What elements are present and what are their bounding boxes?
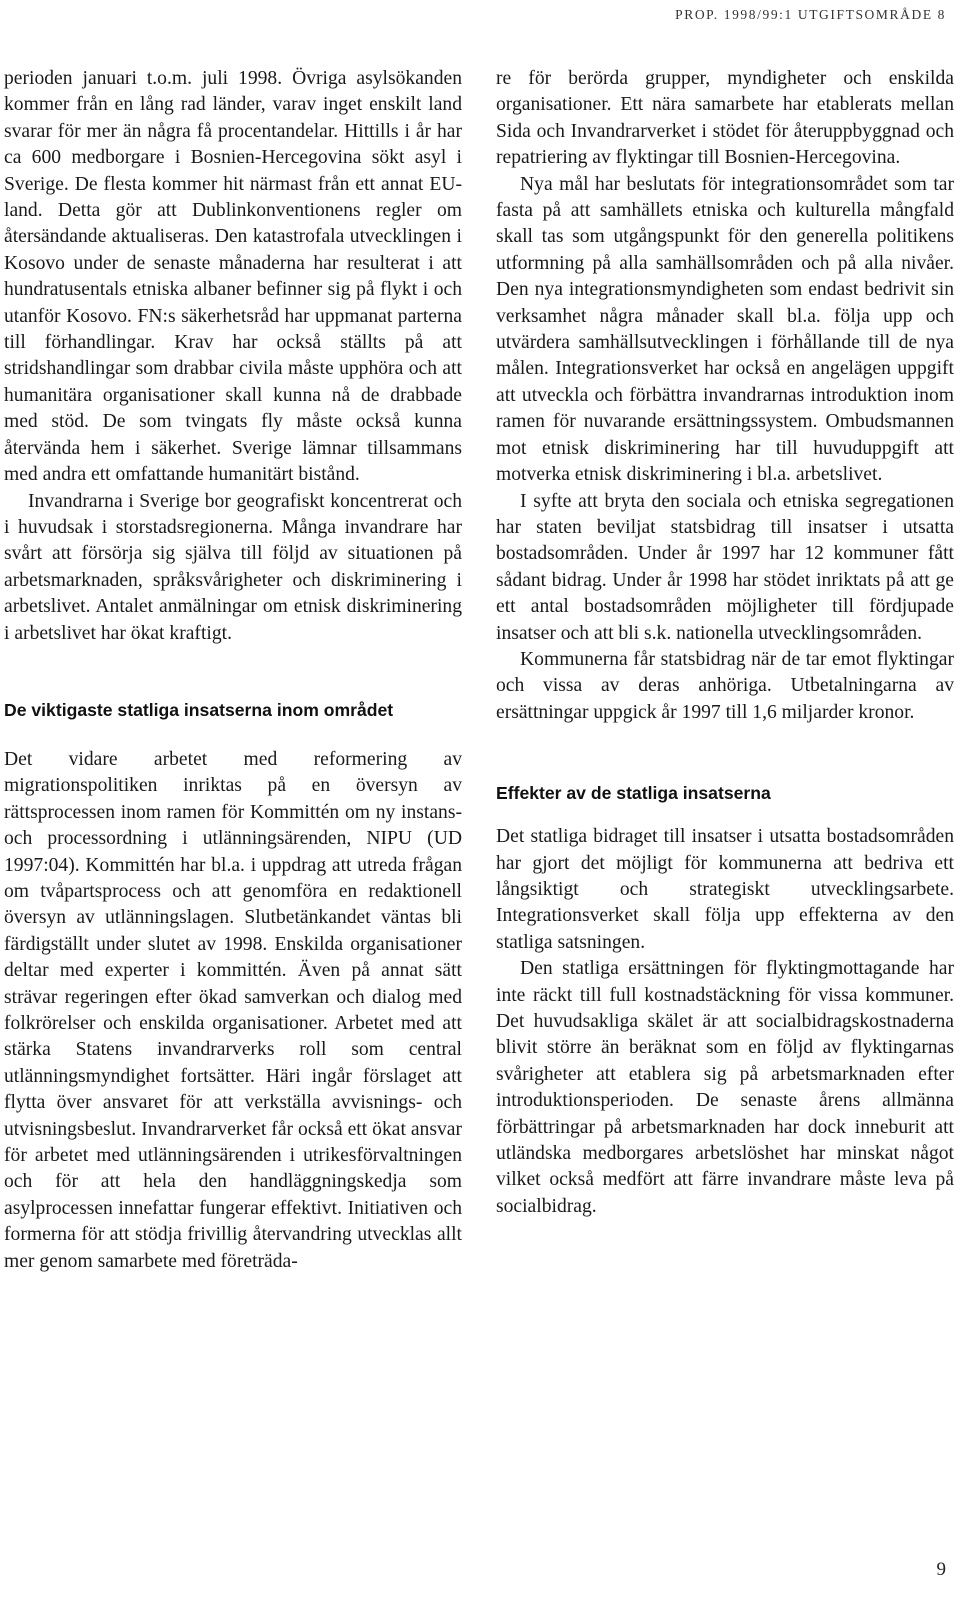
paragraph: re för berörda grupper, myndigheter och enskilda organisationer. Ett nära samarbete har etablerats mellan Sida och Invandrarverket i stödet för återuppbyggnad och repatriering av flyktingar till Bosnien-Hercegovina. bbox=[496, 68, 954, 169]
section-heading: De viktigaste statliga insatserna inom området bbox=[4, 699, 394, 720]
left-column bbox=[4, 66, 462, 1275]
paragraph: Det statliga bidraget till insatser i utsatta bostadsområden har gjort det möjligt för kommunerna att bedriva ett långsiktigt och strategiskt utvecklingsarbete. Integrationsverket skall följa upp effekterna av den statliga satsningen. bbox=[496, 826, 954, 953]
paragraph: Den statliga ersättningen för flyktingmottagande har inte räckt till full kostnadstäckning för vissa kommuner. Det huvudsakliga skälet är att socialbidragskostnaderna blivit större än beräknat som en följd av flyktingarnas svårigheter att etablera sig på arbetsmarknaden efter introduktionsperioden. De senaste årens allmänna förbättringar på arbetsmarknaden har dock inneburit att utländska medborgares arbetslöshet har minskat något vilket också medfört att färre invandrare måste leva på socialbidrag. bbox=[496, 958, 954, 1217]
paragraph: Invandrarna i Sverige bor geografiskt koncentrerat och i huvudsak i storstadsregionerna. Många invandrare har svårt att försörja sig själva till följd av situationen på arbetsmarknaden, språksvårigheter och diskriminering i arbetslivet. Antalet anmälningar om etnisk diskriminering i arbetslivet har ökat kraftigt. bbox=[4, 490, 462, 644]
paragraph: perioden januari t.o.m. juli 1998. Övriga asylsökanden kommer från en lång rad länder, varav inget enskilt land svarar för mer än några få procentandelar. Hittills i år har ca 600 medborgare i Bosnien-Hercegovina sökt asyl i Sverige. De flesta kommer hit närmast från ett annat EU-land. Detta gör att Dublinkonventionens regler om återsändande aktualiseras. Den katastrofala utvecklingen i Kosovo under de senaste månaderna har resulterat i att hundratusentals etniska albaner befinner sig på flykt i och utanför Kosovo. FN:s säkerhetsråd har uppmanat parterna till förhandlingar. Krav har också ställts på att stridshandlingar som drabbar civila måste upphöra och att humanitära organisationer skall kunna nå de drabbade med stöd. De som tvingats fly måste också kunna återvända hem i säkerhet. Sverige lämnar tillsammans med andra ett omfattande humanitärt bistånd. bbox=[4, 68, 462, 486]
right-column bbox=[496, 66, 954, 1220]
paragraph: Nya mål har beslutats för integrationsområdet som tar fasta på att samhällets etniska och kulturella mångfald skall tas som utgångspunkt för den generella politikens utformning på alla samhällsområden och på alla nivåer. Den nya integrationsmyndigheten som endast bedrivit sin verksamhet några månader skall bl.a. följa upp och utvärdera samhällsutvecklingen i förhållande till de nya målen. Integrationsverket har också en angelägen uppgift att utveckla och förbättra invandrarnas introduktion inom ramen för nuvarande ersättningssystem. Ombudsmannen mot etnisk diskriminering har till huvuduppgift att motverka etnisk diskriminering i bl.a. arbetslivet. bbox=[496, 173, 954, 486]
paragraph: I syfte att bryta den sociala och etniska segregationen har staten beviljat statsbidrag till insatser i utsatta bostadsområden. Under år 1997 har 12 kommuner fått sådant bidrag. Under år 1998 har stödet inriktats på att ge ett antal bostadsområden möjligheter till fördjupade insatser och att bli s.k. nationella utvecklingsområden. bbox=[496, 490, 954, 644]
page-number: 9 bbox=[936, 1559, 946, 1580]
running-header: PROP. 1998/99:1 UTGIFTSOMRÅDE 8 bbox=[675, 7, 946, 22]
section-heading: Effekter av de statliga insatserna bbox=[496, 783, 771, 804]
paragraph: Det vidare arbetet med reformering av migrationspolitiken inriktas på en översyn av rättsprocessen inom ramen för Kommittén om ny instans- och processordning i utlänningsärenden, NIPU (UD 1997:04). Kommittén har bl.a. i uppdrag att utreda frågan om tvåpartsprocess och att genomföra en redaktionell översyn av utlänningslagen. Slutbetänkandet väntas bli färdigställt under slutet av 1998. Enskilda organisationer deltar med experter i kommittén. Även på annat sätt strävar regeringen efter ökad samverkan och dialog med folkrörelser och enskilda organisationer. Arbetet med att stärka Statens invandrarverks roll som central utlänningsmyndighet fortsätter. Häri ingår förslaget att flytta över ansvaret för att verkställa avvisnings- och utvisningsbeslut. Invandrarverket får också ett ökat ansvar för arbetet med utlänningsärenden i utrikesförvaltningen och för att hela den handläggningskedja som asylprocessen innefattar fungerar effektivt. Initiativen och formerna för att stödja frivillig återvandring utvecklas allt mer genom samarbete med företräda- bbox=[4, 748, 462, 1272]
paragraph: Kommunerna får statsbidrag när de tar emot flyktingar och vissa av deras anhöriga. Utbetalningarna av ersättningar uppgick år 1997 till 1,6 miljarder kronor. bbox=[496, 648, 954, 723]
